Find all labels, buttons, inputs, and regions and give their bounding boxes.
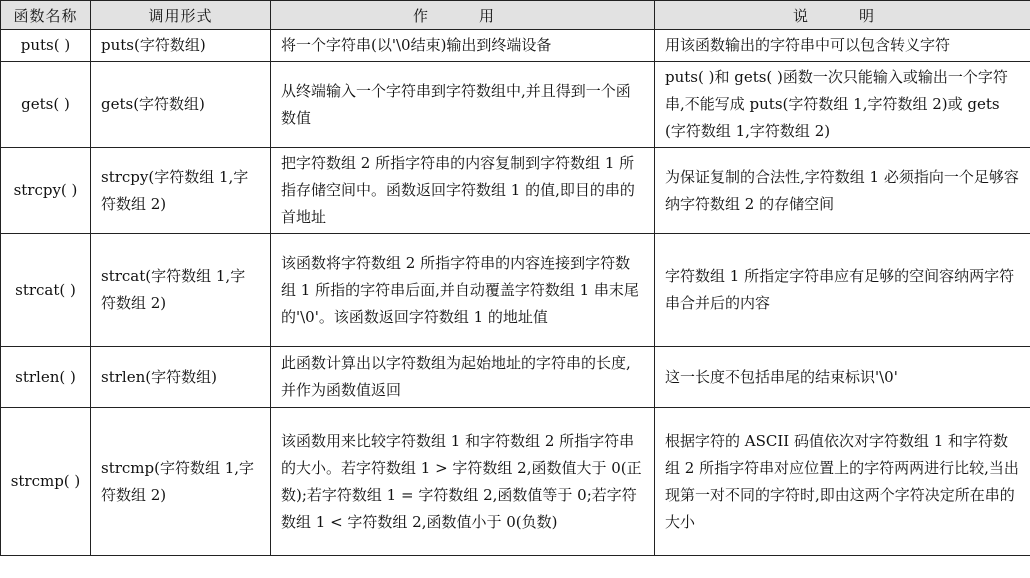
table-row-strcat — [1, 234, 1030, 347]
cell-call-form: puts(字符数组) — [91, 30, 271, 62]
cell-effect: 该函数将字符数组 2 所指字符串的内容连接到字符数组 1 所指的字符串后面,并自动覆盖字符数组 1 串末尾的'\0'。该函数返回字符数组 1 的地址值 — [271, 234, 655, 347]
cell-call-form: strcat(字符数组 1,字符数组 2) — [91, 234, 271, 347]
cell-effect: 把字符数组 2 所指字符串的内容复制到字符数组 1 所指存储空间中。函数返回字符数组 1 的值,即目的串的首地址 — [271, 148, 655, 234]
cell-function-name: strcat( ) — [1, 234, 91, 347]
cell-note: 用该函数输出的字符串中可以包含转义字符 — [655, 30, 1030, 62]
cell-note: 根据字符的 ASCII 码值依次对字符数组 1 和字符数组 2 所指字符串对应位置上的字符两两进行比较,当出现第一对不同的字符时,即由这两个字符决定所在串的大小 — [655, 408, 1030, 556]
cell-call-form: gets(字符数组) — [91, 62, 271, 148]
cell-function-name: strcmp( ) — [1, 408, 91, 556]
header-row — [1, 1, 1030, 30]
header-effect: 作 用 — [271, 1, 655, 30]
cell-function-name: puts( ) — [1, 30, 91, 62]
header-note: 说 明 — [655, 1, 1030, 30]
table-row-strlen — [1, 347, 1030, 408]
cell-call-form: strcmp(字符数组 1,字符数组 2) — [91, 408, 271, 556]
table-row-strcpy — [1, 148, 1030, 234]
cell-effect: 此函数计算出以字符数组为起始地址的字符串的长度,并作为函数值返回 — [271, 347, 655, 408]
cell-note: 字符数组 1 所指定字符串应有足够的空间容纳两字符串合并后的内容 — [655, 234, 1030, 347]
cell-effect: 该函数用来比较字符数组 1 和字符数组 2 所指字符串的大小。若字符数组 1 > 字符数组 2,函数值大于 0(正数);若字符数组 1 = 字符数组 2,函数值等于 0;若字符数组 1 < 字符数组 2,函数值小于 0(负数) — [271, 408, 655, 556]
cell-function-name: strlen( ) — [1, 347, 91, 408]
table-header — [1, 1, 1030, 30]
cell-note: puts( )和 gets( )函数一次只能输入或输出一个字符串,不能写成 puts(字符数组 1,字符数组 2)或 gets(字符数组 1,字符数组 2) — [655, 62, 1030, 148]
header-function-name: 函数名称 — [1, 1, 91, 30]
cell-effect: 从终端输入一个字符串到字符数组中,并且得到一个函数值 — [271, 62, 655, 148]
cell-call-form: strlen(字符数组) — [91, 347, 271, 408]
table-row-strcmp — [1, 408, 1030, 556]
header-call-form: 调用形式 — [91, 1, 271, 30]
table-row-puts — [1, 30, 1030, 62]
cell-note: 为保证复制的合法性,字符数组 1 必须指向一个足够容纳字符数组 2 的存储空间 — [655, 148, 1030, 234]
cell-function-name: gets( ) — [1, 62, 91, 148]
cell-function-name: strcpy( ) — [1, 148, 91, 234]
cell-call-form: strcpy(字符数组 1,字符数组 2) — [91, 148, 271, 234]
cell-effect: 将一个字符串(以'\0结束)输出到终端设备 — [271, 30, 655, 62]
cell-note: 这一长度不包括串尾的结束标识'\0' — [655, 347, 1030, 408]
table-row-gets — [1, 62, 1030, 148]
table-body — [1, 30, 1030, 556]
